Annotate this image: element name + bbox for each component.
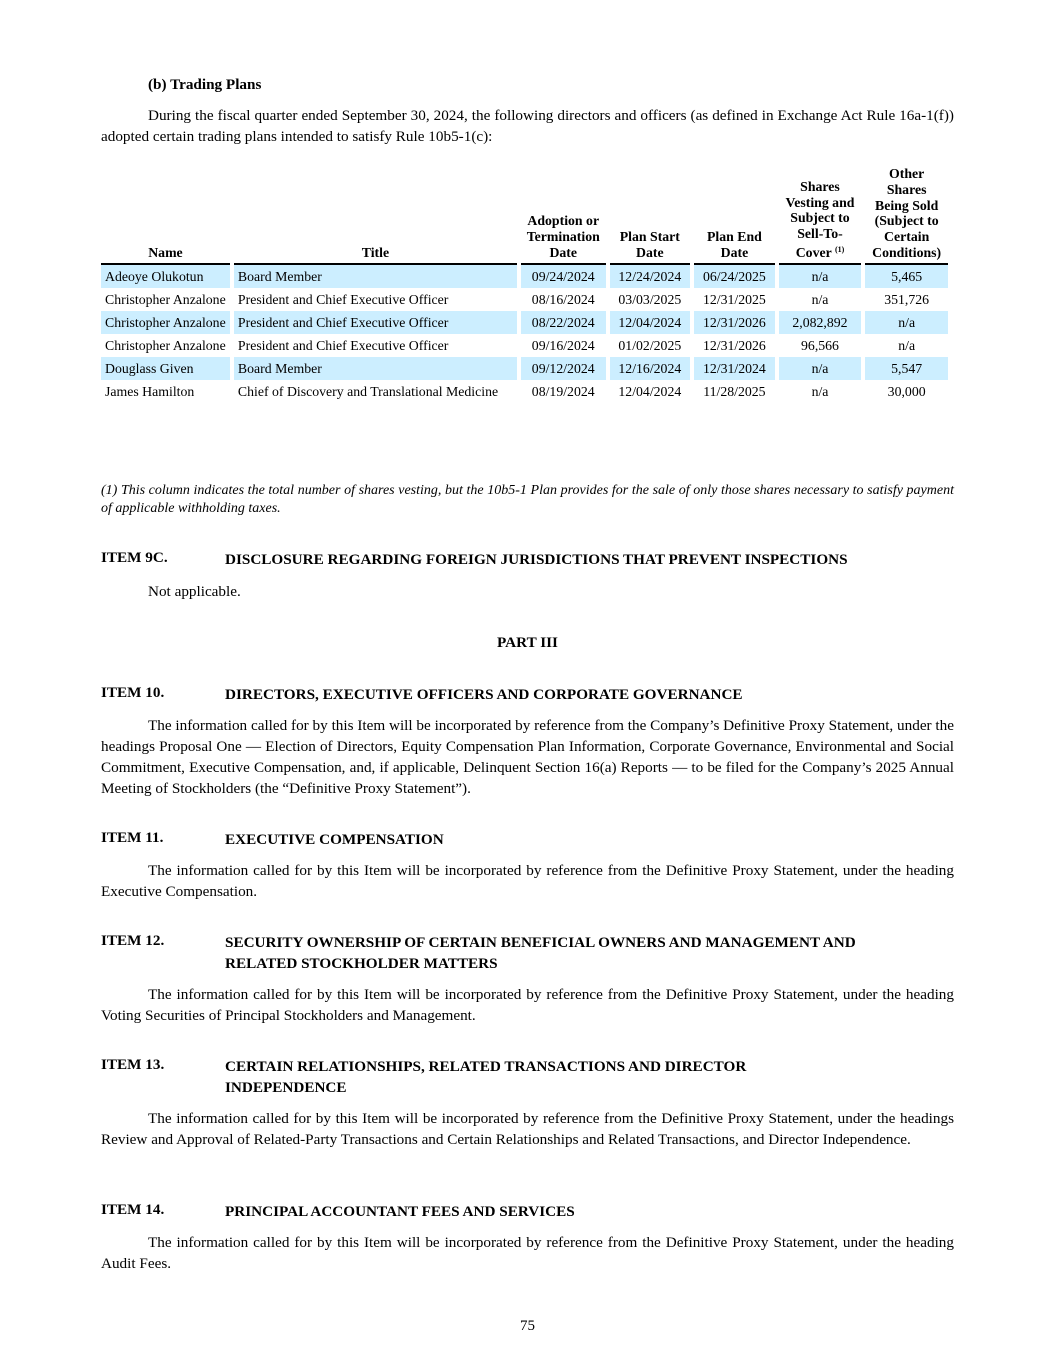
cell-name: Christopher Anzalone <box>105 337 226 353</box>
col-adoption-line: Adoption or <box>527 213 600 229</box>
col-vesting-line: Vesting and <box>785 194 855 210</box>
cell-end: 12/31/2025 <box>702 291 766 307</box>
item-title: EXECUTIVE COMPENSATION <box>225 831 444 848</box>
item-number: ITEM 12. <box>101 932 165 949</box>
table-row <box>101 380 948 403</box>
item-number: ITEM 14. <box>101 1201 165 1218</box>
cell-vesting: n/a <box>811 383 829 399</box>
cell-end: 12/31/2026 <box>694 311 775 334</box>
item-title-line: INDEPENDENCE <box>225 1079 347 1096</box>
col-name-header: Name <box>101 166 230 264</box>
col-end-line: Date <box>720 244 749 260</box>
cell-start: 01/02/2025 <box>618 337 682 353</box>
cell-title: President and Chief Executive Officer <box>237 291 449 307</box>
col-start-line: Date <box>636 244 664 260</box>
cell-other: 351,726 <box>884 291 930 307</box>
col-vesting-line-last: Cover $^{(1)}$ <box>795 244 845 260</box>
cell-start: 12/24/2024 <box>610 264 691 288</box>
cell-name: Christopher Anzalone <box>101 311 230 334</box>
cell-title: President and Chief Executive Officer <box>237 337 449 353</box>
col-vesting-line: Subject to <box>790 210 850 226</box>
table-header-row <box>101 166 948 264</box>
item-number: ITEM 13. <box>101 1056 165 1073</box>
item-11-text: The information called for by this Item will be incorporated by reference from the Definitive Proxy Statement, under the heading Executive Compensation. <box>101 862 954 900</box>
item-title: DISCLOSURE REGARDING FOREIGN JURISDICTIONS THAT PREVENT INSPECTIONS <box>225 551 848 568</box>
cell-start: 12/04/2024 <box>610 311 691 334</box>
table-row <box>101 357 948 380</box>
item-number: ITEM 11. <box>101 829 164 846</box>
item-number: ITEM 9C. <box>101 549 168 566</box>
item-13-text: The information called for by this Item will be incorporated by reference from the Definitive Proxy Statement, under the headings Review and Approval of Related-Party Transactions and Certain Relationships and Related Transactions, and Director Independence. <box>101 1110 954 1148</box>
col-adoption-header <box>521 166 606 264</box>
trading-plans-table <box>101 166 948 403</box>
item-10-heading <box>101 684 954 705</box>
col-title-header: Title <box>234 166 517 264</box>
cell-vesting: n/a <box>779 264 862 288</box>
cell-adoption: 09/12/2024 <box>521 357 606 380</box>
cell-end: 06/24/2025 <box>694 264 775 288</box>
cell-adoption: 09/24/2024 <box>521 264 606 288</box>
item-11-heading <box>101 829 954 850</box>
col-other-line: Being Sold <box>875 197 939 213</box>
cell-other: 5,547 <box>865 357 948 380</box>
col-start-line: Plan Start <box>619 229 680 245</box>
cell-vesting: n/a <box>779 357 862 380</box>
item-12-text: The information called for by this Item will be incorporated by reference from the Definitive Proxy Statement, under the heading Voting Securities of Principal Stockholders and Management. <box>101 986 954 1024</box>
table-row <box>101 288 948 311</box>
table-row <box>101 264 948 288</box>
col-vesting-line: Shares <box>800 178 840 194</box>
cell-name: James Hamilton <box>105 383 195 399</box>
col-other-line: Other <box>889 166 925 181</box>
item-title-line: CERTAIN RELATIONSHIPS, RELATED TRANSACTIONS AND DIRECTOR <box>225 1058 747 1075</box>
item-9c-text: Not applicable. <box>148 583 241 600</box>
cell-title: Board Member <box>234 264 517 288</box>
col-adoption-line: Date <box>549 244 578 260</box>
cell-vesting: n/a <box>811 291 829 307</box>
col-vesting-line: Sell-To- <box>797 226 843 242</box>
item-12-heading <box>101 932 954 974</box>
col-other-line: Conditions) <box>872 244 942 260</box>
cell-end: 11/28/2025 <box>703 383 766 399</box>
cell-vesting: 96,566 <box>801 337 839 353</box>
cell-adoption: 08/16/2024 <box>531 291 595 307</box>
col-adoption-line: Termination <box>526 229 600 245</box>
col-other-line: Certain <box>884 229 930 245</box>
item-title: PRINCIPAL ACCOUNTANT FEES AND SERVICES <box>225 1203 575 1220</box>
item-title-line: SECURITY OWNERSHIP OF CERTAIN BENEFICIAL OWNERS AND MANAGEMENT AND <box>225 934 856 951</box>
item-13-heading <box>101 1056 954 1098</box>
cell-title: Board Member <box>234 357 517 380</box>
trading-plans-intro: During the fiscal quarter ended September 30, 2024, the following directors and officers (as defined in Exchange Act Rule 16a-1(f)) adopted certain trading plans intended to satisfy Rule 10b5-1(c): <box>101 107 954 145</box>
cell-adoption: 09/16/2024 <box>531 337 595 353</box>
cell-name: Douglass Given <box>101 357 230 380</box>
cell-other: 5,465 <box>865 264 948 288</box>
cell-name: Adeoye Olukotun <box>101 264 230 288</box>
cell-adoption: 08/22/2024 <box>521 311 606 334</box>
item-14-heading <box>101 1201 954 1222</box>
footnote-mark: (1) <box>834 244 845 254</box>
item-14-text: The information called for by this Item will be incorporated by reference from the Definitive Proxy Statement, under the heading Audit Fees. <box>101 1234 954 1272</box>
cell-title: Chief of Discovery and Translational Medicine <box>237 383 499 399</box>
page-number: 75 <box>520 1318 535 1334</box>
cell-other: n/a <box>865 311 948 334</box>
col-other-line: Shares <box>886 181 927 197</box>
cell-other: 30,000 <box>887 383 926 399</box>
cell-vesting: 2,082,892 <box>779 311 862 334</box>
col-other-line: (Subject to <box>874 213 939 229</box>
cell-adoption: 08/19/2024 <box>531 383 595 399</box>
part-heading: PART III <box>497 634 558 651</box>
col-start-header <box>610 166 691 264</box>
table-footnote: (1) This column indicates the total number of shares vesting, but the 10b5-1 Plan provides for the sale of only those shares necessary to satisfy payment of applicable withholding taxes. <box>101 483 954 516</box>
col-end-header <box>694 166 775 264</box>
col-vesting-header <box>779 166 862 264</box>
item-title: DIRECTORS, EXECUTIVE OFFICERS AND CORPORATE GOVERNANCE <box>225 686 743 703</box>
cell-start: 03/03/2025 <box>618 291 682 307</box>
table-row <box>101 311 948 334</box>
cell-end: 12/31/2024 <box>694 357 775 380</box>
item-title-line: RELATED STOCKHOLDER MATTERS <box>225 955 498 972</box>
item-9c-heading <box>101 549 954 570</box>
col-end-line: Plan End <box>706 229 762 245</box>
table-row <box>101 334 948 357</box>
trading-plans-heading: (b) Trading Plans <box>148 76 262 93</box>
cell-end: 12/31/2026 <box>702 337 766 353</box>
item-10-text: The information called for by this Item will be incorporated by reference from the Company’s Definitive Proxy Statement, under the headings Proposal One — Election of Directors, Equity Compensation Plan Information, Corporate Governance, Environmental and Social Commitment, Executive Compensation, and, if applicable, Delinquent Section 16(a) Reports — to be filed for the Company’s 2025 Annual Meeting of Stockholders (the “Definitive Proxy Statement”). <box>101 717 954 797</box>
cell-other: n/a <box>898 337 916 353</box>
cell-start: 12/16/2024 <box>610 357 691 380</box>
cell-name: Christopher Anzalone <box>105 291 226 307</box>
item-number: ITEM 10. <box>101 684 165 701</box>
cell-title: President and Chief Executive Officer <box>234 311 517 334</box>
cell-start: 12/04/2024 <box>618 383 682 399</box>
col-other-header <box>865 166 948 264</box>
